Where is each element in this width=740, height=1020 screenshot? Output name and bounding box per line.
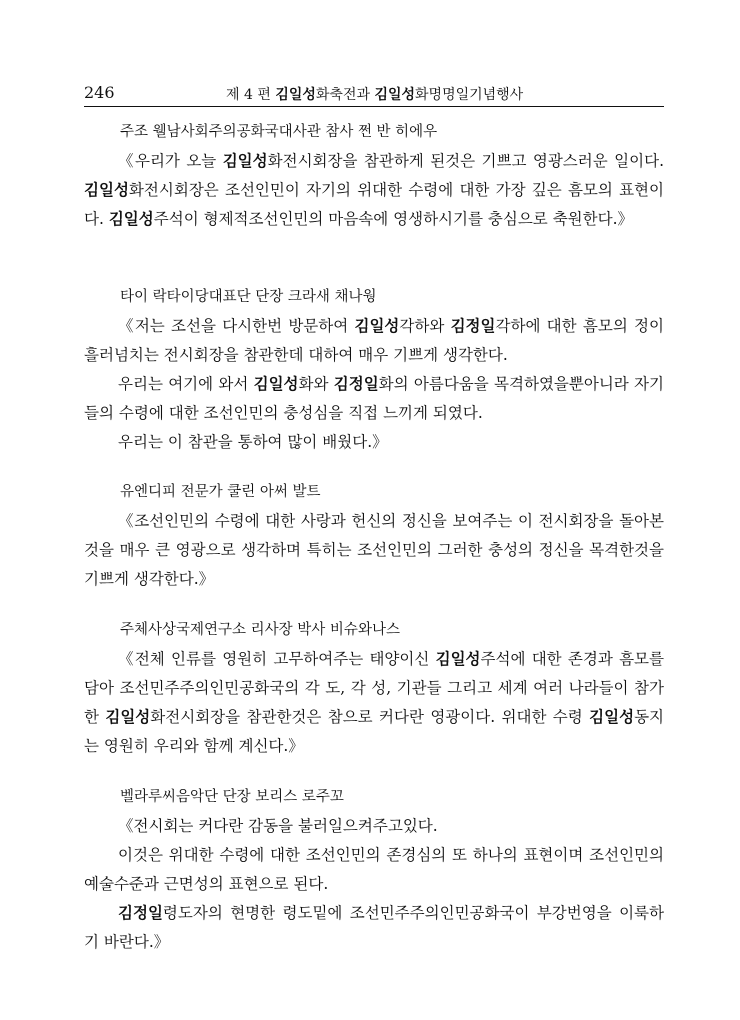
quote-text: 화와 xyxy=(298,375,334,393)
leader-name: 김정일 xyxy=(118,904,163,922)
quote-text: 화의 아름다움을 목격하였을뿐아니라 자기들의 수령에 대한 조선인민의 충성심을 직접 느끼게 되였다. xyxy=(84,375,664,422)
entry-thailand-delegation xyxy=(84,285,664,457)
quote-text: 화전시회장을 참관한것은 참으로 커다란 영광이다. 위대한 수령 xyxy=(150,708,590,726)
quote-paragraph xyxy=(84,899,664,957)
quote-text: 동지는 영원히 우리와 함께 계신다.》 xyxy=(84,708,665,755)
quote-text: 《저는 조선을 다시한번 방문하여 xyxy=(118,317,355,335)
leader-name: 김정일 xyxy=(450,317,496,335)
speaker-name: 유엔디피 전문가 쿨린 아써 발트 xyxy=(120,484,321,500)
quote-text: 《전시회는 커다란 감동을 불러일으켜주고있다. xyxy=(118,817,438,835)
speaker-name: 벨라루씨음악단 단장 보리스 로주꼬 xyxy=(120,789,344,805)
quote-text: 《조선인민의 수령에 대한 사랑과 헌신의 정신을 보여주는 이 전시회장을 돌아본것을 매우 큰 영광으로 생각하며 특히는 조선인민의 그러한 충성의 정신을 목격한것을 기쁘게 생각한다.》 xyxy=(84,512,664,588)
quote-text: 령도자의 현명한 령도밑에 조선민주주의인민공화국이 부강번영을 이룩하기 바란다.》 xyxy=(84,904,664,951)
quote-text: 각하와 xyxy=(399,317,451,335)
quote-text: 우리는 여기에 와서 xyxy=(118,375,254,393)
running-title-mid: 화축전과 xyxy=(315,87,375,103)
leader-name: 김일성 xyxy=(354,317,400,335)
running-title-name-1: 김일성 xyxy=(275,87,316,103)
quote-paragraph xyxy=(84,370,664,428)
speaker-name: 타이 락타이당대표단 단장 크라새 채나웡 xyxy=(120,289,377,305)
entry-belarus-ensemble xyxy=(84,785,664,957)
quote-paragraph xyxy=(84,841,664,899)
quote-paragraph xyxy=(84,812,664,841)
leader-name: 김일성 xyxy=(253,375,299,393)
page-header xyxy=(84,80,664,107)
quote-text: 《우리가 오늘 xyxy=(118,152,223,170)
entry-undp-expert xyxy=(84,480,664,594)
quote-text: 화전시회장을 참관하게 된것은 기쁘고 영광스러운 일이다. xyxy=(267,152,664,170)
leader-name: 김일성 xyxy=(222,152,268,170)
quote-text: 각하에 대한 흠모의 정이 흘러넘치는 전시회장을 참관한데 대하여 매우 기쁘게 생각한다. xyxy=(84,317,664,364)
leader-name: 김일성 xyxy=(589,708,635,726)
entry-juche-institute xyxy=(84,618,664,761)
running-title-prefix: 제 4 편 xyxy=(226,87,276,103)
running-title xyxy=(226,84,523,104)
quote-paragraph xyxy=(84,312,664,370)
quote-paragraph xyxy=(84,645,664,761)
entry-vietnam-embassy xyxy=(84,120,664,234)
quote-text: 화전시회장은 조선인민이 자기의 위대한 수령에 대한 가장 깊은 흠모의 표현이다. xyxy=(84,181,664,228)
quote-text: 주석에 대한 존경과 흠모를 담아 조선민주주의인민공화국의 각 도, 각 성, 기관들 그리고 세계 여러 나라들이 참가한 xyxy=(84,650,664,726)
page-number: 246 xyxy=(84,83,115,102)
leader-name: 김정일 xyxy=(333,375,379,393)
leader-name: 김일성 xyxy=(84,181,129,199)
quote-paragraph xyxy=(84,428,664,457)
quote-text: 《전체 인류를 영원히 고무하여주는 태양이신 xyxy=(118,650,436,668)
running-title-suffix: 화명명일기념행사 xyxy=(415,87,524,103)
leader-name: 김일성 xyxy=(435,650,481,668)
running-title-name-2: 김일성 xyxy=(374,87,416,103)
quote-paragraph xyxy=(84,147,664,234)
quote-text: 이것은 위대한 수령에 대한 조선인민의 존경심의 또 하나의 표현이며 조선인민의 예술수준과 근면성의 표현으로 된다. xyxy=(84,846,664,893)
speaker-name: 주체사상국제연구소 리사장 박사 비슈와나스 xyxy=(120,622,400,638)
quote-paragraph xyxy=(84,507,664,594)
leader-name: 김일성 xyxy=(108,210,154,228)
speaker-name: 주조 웰남사회주의공화국대사관 참사 쩐 반 히에우 xyxy=(120,124,438,140)
leader-name: 김일성 xyxy=(105,708,151,726)
quote-text: 주석이 형제적조선인민의 마음속에 영생하시기를 충심으로 축원한다.》 xyxy=(153,210,634,228)
quote-text: 우리는 이 참관을 통하여 많이 배웠다.》 xyxy=(118,433,388,451)
